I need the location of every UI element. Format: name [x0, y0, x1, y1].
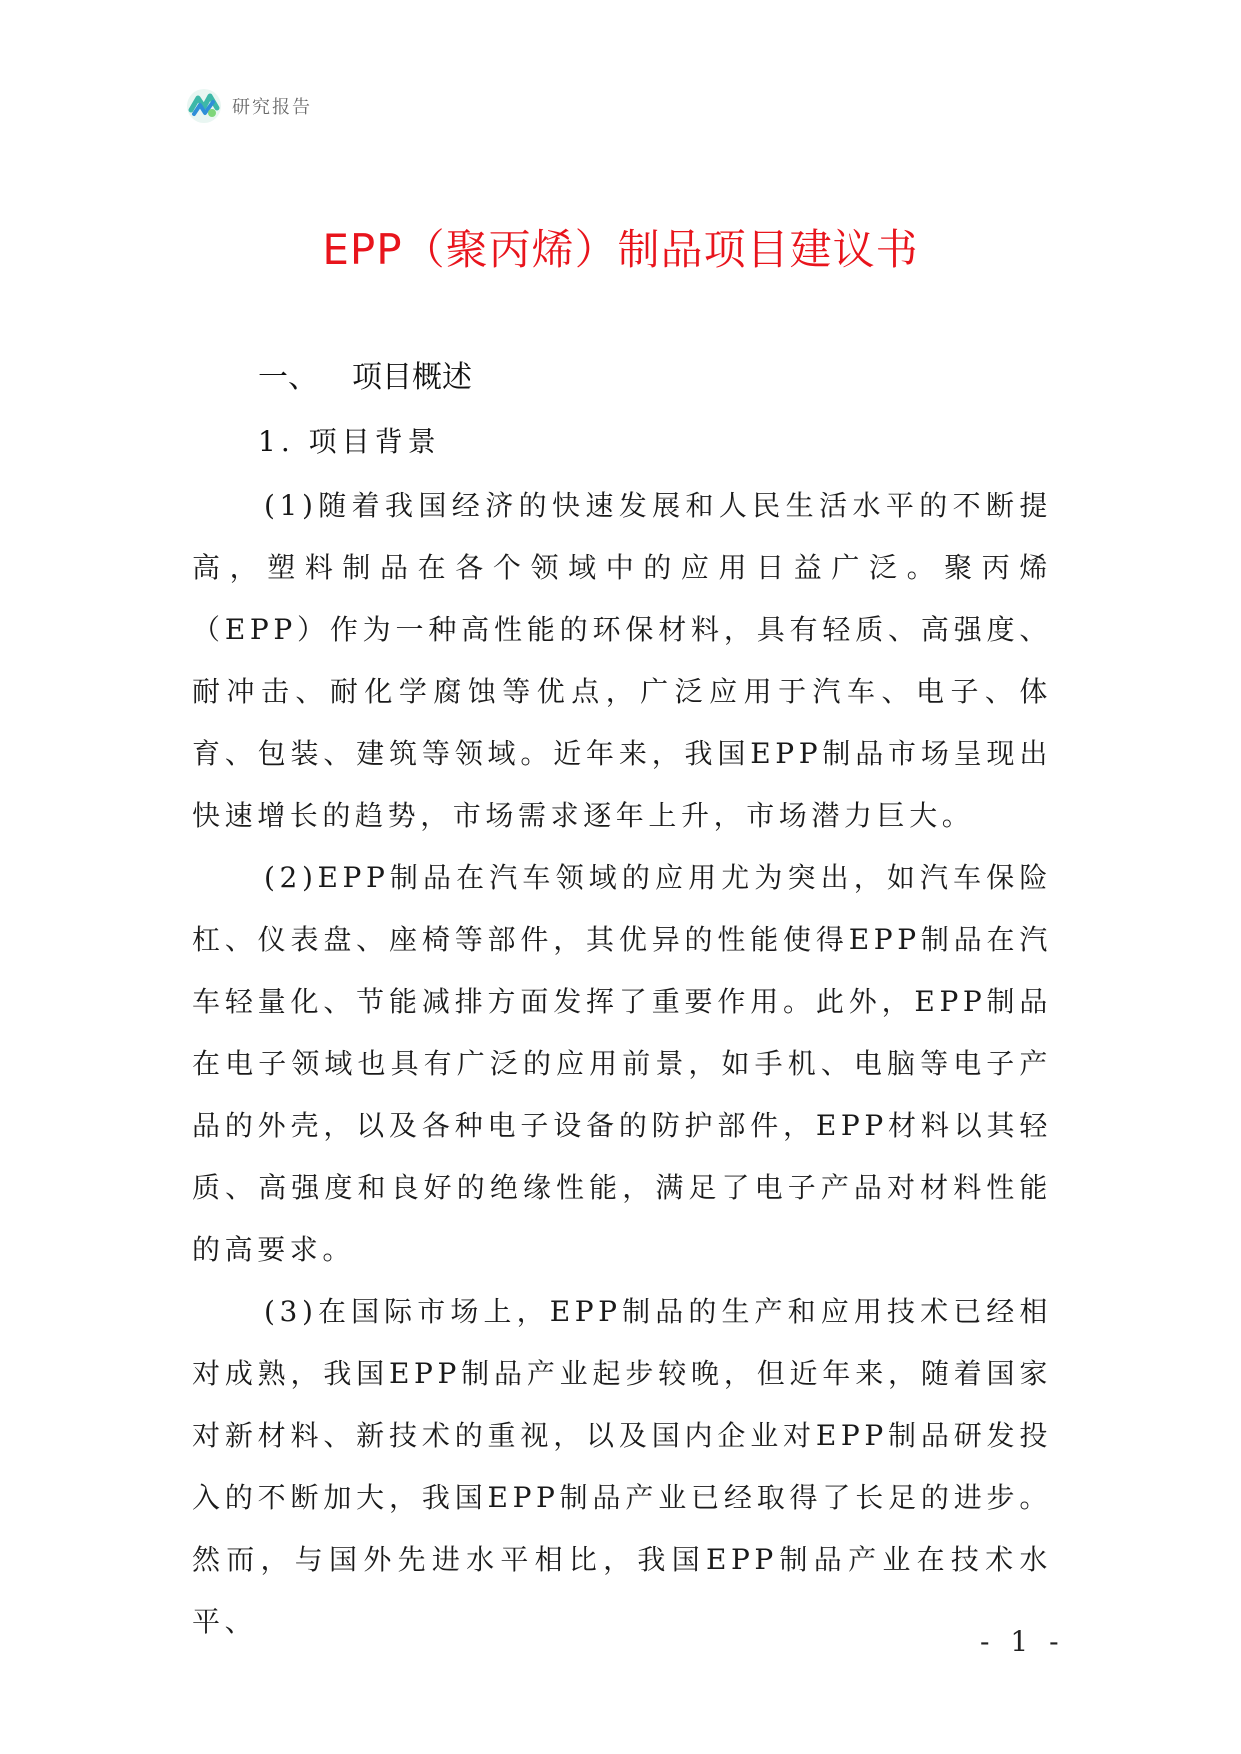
section-title: 项目概述: [352, 360, 472, 395]
paragraph-1: (1)随着我国经济的快速发展和人民生活水平的不断提高，塑料制品在各个领域中的应用日益广泛。聚丙烯（EPP）作为一种高性能的环保材料，具有轻质、高强度、耐冲击、耐化学腐蚀等优点，广泛应用于汽车、电子、体育、包装、建筑等领域。近年来，我国EPP制品市场呈现出快速增长的趋势，市场需求逐年上升，市场潜力巨大。: [192, 489, 1052, 832]
report-logo-icon: [186, 88, 222, 124]
paragraph-2: (2)EPP制品在汽车领域的应用尤为突出，如汽车保险杠、仪表盘、座椅等部件，其优异的性能使得EPP制品在汽车轻量化、节能减排方面发挥了重要作用。此外，EPP制品在电子领域也具有广泛的应用前景，如手机、电脑等电子产品的外壳，以及各种电子设备的防护部件，EPP材料以其轻质、高强度和良好的绝缘性能，满足了电子产品对材料性能的高要求。: [192, 861, 1052, 1266]
document-title: EPP（聚丙烯）制品项目建议书: [322, 225, 919, 274]
header-label: 研究报告: [232, 97, 312, 118]
paragraph-3: (3)在国际市场上，EPP制品的生产和应用技术已经相对成熟，我国EPP制品产业起步较晚，但近年来，随着国家对新材料、新技术的重视，以及国内企业对EPP制品研发投入的不断加大，我国EPP制品产业已经取得了长足的进步。然而，与国外先进水平相比，我国EPP制品产业在技术水平、: [192, 1295, 1052, 1638]
section-heading: [258, 356, 472, 400]
page-header: [186, 88, 312, 124]
section-number: 一、: [258, 360, 318, 395]
subsection-heading: 1. 项目背景: [258, 425, 441, 458]
body-text: [192, 475, 1052, 1653]
page-number: - 1 -: [980, 1625, 1065, 1658]
